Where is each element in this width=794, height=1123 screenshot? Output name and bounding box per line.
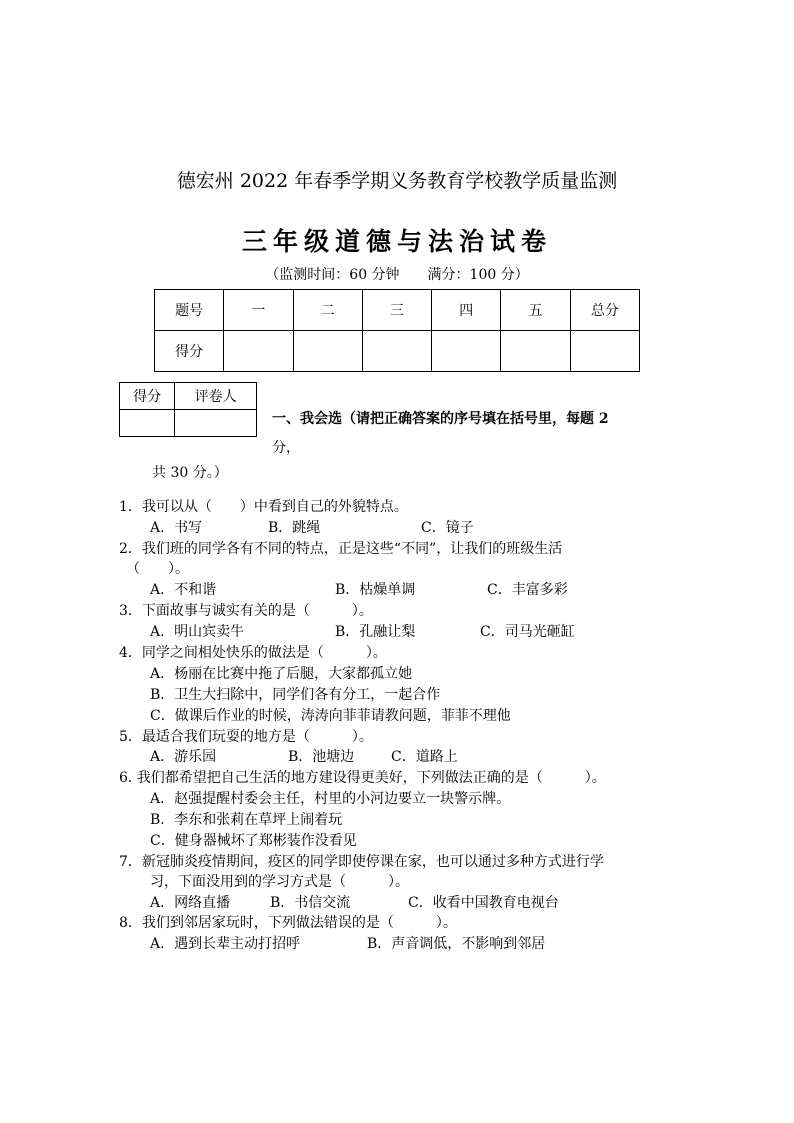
q5-option-b[interactable]: B．池塘边 bbox=[288, 749, 355, 765]
score-input-cell[interactable] bbox=[570, 331, 639, 372]
q1-option-b[interactable]: B．跳绳 bbox=[268, 520, 321, 536]
score-table bbox=[154, 289, 640, 372]
q3-option-c[interactable]: C．司马光砸缸 bbox=[480, 624, 575, 640]
score-cell: 得分 bbox=[155, 331, 224, 372]
q7-option-a[interactable]: A．网络直播 bbox=[150, 895, 231, 911]
question-2-cont: （ ）。 bbox=[126, 561, 189, 577]
q6-option-c[interactable]: C．健身器械坏了郑彬装作没看见 bbox=[150, 833, 357, 849]
q2-option-c[interactable]: C．丰富多彩 bbox=[487, 582, 568, 598]
exam-info: （监测时间：60 分钟 满分：100 分） bbox=[265, 267, 529, 283]
q7-option-b[interactable]: B．书信交流 bbox=[270, 895, 351, 911]
section-heading-cont: 共 30 分。） bbox=[152, 465, 228, 481]
q1-option-c[interactable]: C．镜子 bbox=[421, 520, 474, 536]
grader-table bbox=[119, 382, 257, 437]
exam-subtitle: 三年级道德与法治试卷 bbox=[241, 227, 552, 256]
score-cell: 四 bbox=[432, 290, 501, 331]
question-5: 5．最适合我们玩耍的地方是（ ）。 bbox=[119, 729, 373, 745]
q8-option-a[interactable]: A．遇到长辈主动打招呼 bbox=[150, 936, 301, 952]
q4-option-a[interactable]: A．杨丽在比赛中拖了后腿，大家都孤立她 bbox=[150, 666, 413, 682]
q5-option-c[interactable]: C．道路上 bbox=[391, 749, 458, 765]
score-cell: 一 bbox=[224, 290, 293, 331]
score-table-score-row bbox=[155, 331, 640, 372]
q1-option-a[interactable]: A．书写 bbox=[150, 520, 203, 536]
q6-option-b[interactable]: B．李东和张莉在草坪上闹着玩 bbox=[150, 812, 343, 828]
exam-title: 德宏州 2022 年春季学期义务教育学校教学质量监测 bbox=[176, 170, 618, 192]
score-input-cell[interactable] bbox=[293, 331, 362, 372]
q4-option-c[interactable]: C．做课后作业的时候，涛涛向菲菲请教问题，菲菲不理他 bbox=[150, 708, 511, 724]
question-8: 8．我们到邻居家玩时，下列做法错误的是（ ）。 bbox=[119, 915, 457, 931]
score-input-cell[interactable] bbox=[224, 331, 293, 372]
q8-option-b[interactable]: B．声音调低，不影响到邻居 bbox=[367, 936, 546, 952]
q2-option-a[interactable]: A．不和谐 bbox=[150, 582, 217, 598]
q3-option-a[interactable]: A．明山宾卖牛 bbox=[150, 624, 245, 640]
q6-option-a[interactable]: A．赵强提醒村委会主任，村里的小河边要立一块警示牌。 bbox=[150, 791, 511, 807]
q3-option-b[interactable]: B．孔融让梨 bbox=[335, 624, 416, 640]
score-input-cell[interactable] bbox=[432, 331, 501, 372]
grader-name-label: 评卷人 bbox=[175, 383, 257, 410]
score-cell: 三 bbox=[362, 290, 431, 331]
question-6: 6. 我们都希望把自己生活的地方建设得更美好，下列做法正确的是（ ）。 bbox=[119, 770, 606, 786]
q2-option-b[interactable]: B．枯燥单调 bbox=[335, 582, 416, 598]
grader-score-label: 得分 bbox=[120, 383, 175, 410]
score-cell: 五 bbox=[501, 290, 570, 331]
question-3: 3．下面故事与诚实有关的是（ ）。 bbox=[119, 603, 373, 619]
question-7: 7．新冠肺炎疫情期间，疫区的同学即使停课在家，也可以通过多种方式进行学 bbox=[119, 854, 604, 870]
question-1: 1．我可以从（ ）中看到自己的外貌特点。 bbox=[119, 499, 408, 515]
grader-score-cell[interactable] bbox=[120, 410, 175, 437]
score-cell: 题号 bbox=[155, 290, 224, 331]
section-heading-cont: 分， bbox=[272, 440, 300, 456]
question-2: 2．我们班的同学各有不同的特点，正是这些“不同”，让我们的班级生活 bbox=[119, 541, 563, 557]
score-input-cell[interactable] bbox=[501, 331, 570, 372]
score-input-cell[interactable] bbox=[362, 331, 431, 372]
score-cell: 二 bbox=[293, 290, 362, 331]
question-4: 4．同学之间相处快乐的做法是（ ）。 bbox=[119, 645, 387, 661]
q7-option-c[interactable]: C．收看中国教育电视台 bbox=[408, 895, 559, 911]
question-7-cont: 习，下面没用到的学习方式是（ ）。 bbox=[150, 874, 409, 890]
q4-option-b[interactable]: B．卫生大扫除中，同学们各有分工，一起合作 bbox=[150, 687, 441, 703]
q5-option-a[interactable]: A．游乐园 bbox=[150, 749, 217, 765]
section-heading: 一、我会选（请把正确答案的序号填在括号里，每题 2 bbox=[272, 411, 609, 427]
score-cell: 总分 bbox=[570, 290, 639, 331]
grader-name-cell[interactable] bbox=[175, 410, 257, 437]
score-table-header-row bbox=[155, 290, 640, 331]
